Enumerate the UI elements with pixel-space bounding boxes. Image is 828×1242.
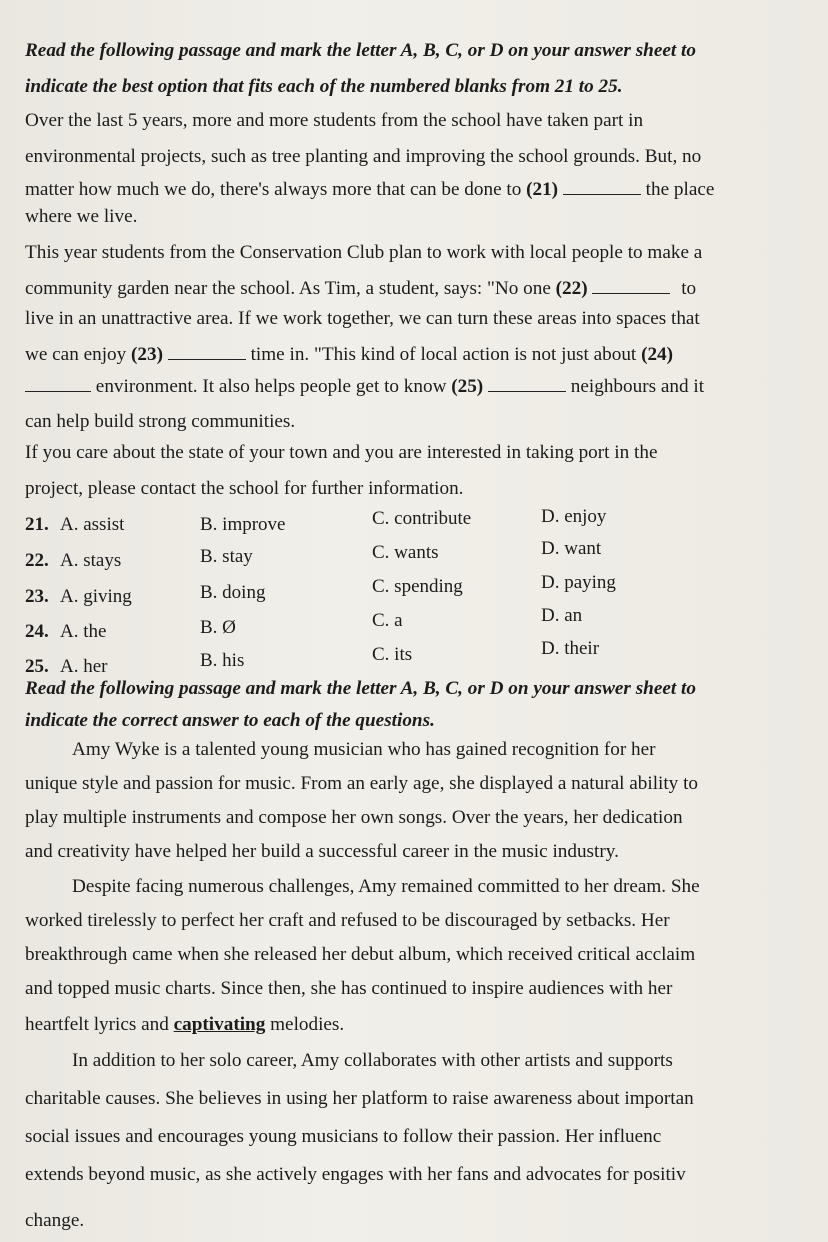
blank-25	[488, 373, 566, 392]
reading-line: In addition to her solo career, Amy collaborates with other artists and supports	[72, 1050, 673, 1071]
reading-line: charitable causes. She believes in using her platform to raise awareness about importan	[25, 1088, 694, 1109]
option-25-a: A. her	[60, 656, 108, 677]
option-24-c: C. a	[372, 610, 403, 631]
option-22-b: B. stay	[200, 546, 253, 567]
option-22-a: A. stays	[60, 550, 122, 571]
option-23-d: D. paying	[541, 572, 616, 593]
part1-instruction-line1: Read the following passage and mark the letter A, B, C, or D on your answer sheet to	[25, 40, 696, 61]
blank-23	[168, 341, 246, 360]
option-21-c: C. contribute	[372, 508, 472, 529]
exam-page: Read the following passage and mark the letter A, B, C, or D on your answer sheet to indicate the best option that fits each of the numbered blanks from 21 to 25. Over the last 5 years, more and more students from the school have taken part in environmental projects, such as tree planting and improving the school grounds. But, no matter how much we do, there's always more that can be done to (21) the place where we live. This year students from the Conservation Club plan to work with local people to make a community garden near the school. As Tim, a student, says: "No one (22) to live in an unattractive area. If we work together, we can turn these areas into spaces that we can enjoy (23) time in. "This kind of local action is not just about (24) environment. It also helps people get to know (25) neighbours and it can help build strong communities. If you care about the state of your town and you are interested in taking port in the project, please contact the school for further information. 21. A. assist B. improve C. contribute D. enjoy 22. A. stays B. stay C. wants D. want 23. A. giving B. doing C. spending D. paying 24. A. the B. Ø C. a D. an 25. A. her B. his C. its D. their Read the following passage and mark the letter A, B, C, or D on your answer sheet to indicate the correct answer to each of the questions. Amy Wyke is a talented young musician who has gained recognition for her unique style and passion for music. From an early age, she displayed a natural ability to play multiple instruments and compose her own songs. Over the years, her dedication and creativity have helped her build a successful career in the music industry. Despite facing numerous challenges, Amy remained committed to her dream. She worked tirelessly to perfect her craft and refused to be discouraged by setbacks. Her breakthrough came when she released her debut album, which received critical acclaim and topped music charts. Since then, she has continued to inspire audiences with her heartfelt lyrics and captivating melodies. In addition to her solo career, Amy collaborates with other artists and supports charitable causes. She believes in using her platform to raise awareness about importan social issues and encourages young musicians to follow their passion. Her influenc extends beyond music, as she actively engages with her fans and advocates for positiv change.	[0, 0, 828, 1242]
part2-instruction-line2: indicate the correct answer to each of the questions.	[25, 710, 435, 731]
option-24-d: D. an	[541, 605, 583, 626]
reading-line: breakthrough came when she released her debut album, which received critical acclaim	[25, 944, 696, 965]
option-24-a: A. the	[60, 621, 107, 642]
option-24-b: B. Ø	[200, 617, 236, 638]
reading-line: play multiple instruments and compose her own songs. Over the years, her dedication	[25, 807, 683, 828]
passage-line: live in an unattractive area. If we work together, we can turn these areas into spaces that	[25, 308, 700, 329]
reading-line: worked tirelessly to perfect her craft and refused to be discouraged by setbacks. Her	[25, 910, 670, 931]
option-22-d: D. want	[541, 538, 602, 559]
reading-line: heartfelt lyrics and captivating melodies.	[25, 1014, 345, 1035]
option-21-d: D. enjoy	[541, 506, 607, 527]
option-21-b: B. improve	[200, 514, 286, 535]
blank-22	[592, 275, 670, 294]
passage-line: where we live.	[25, 206, 138, 227]
option-25-d: D. their	[541, 638, 600, 659]
passage-line: matter how much we do, there's always more that can be done to (21) the place	[25, 176, 818, 203]
passage-line: can help build strong communities.	[25, 411, 296, 432]
reading-line: Amy Wyke is a talented young musician who has gained recognition for her	[72, 739, 656, 760]
option-25-b: B. his	[200, 650, 245, 671]
passage-line: environmental projects, such as tree planting and improving the school grounds. But, no	[25, 146, 702, 167]
option-25-c: C. its	[372, 644, 413, 665]
reading-line: social issues and encourages young musicians to follow their passion. Her influenc	[25, 1126, 662, 1147]
passage-line: we can enjoy (23) time in. "This kind of local action is not just about (24)	[25, 341, 818, 368]
passage-line: environment. It also helps people get to know (25) neighbours and it	[25, 373, 818, 400]
blank-number-22: (22)	[555, 278, 588, 299]
part2-instruction-line1: Read the following passage and mark the letter A, B, C, or D on your answer sheet to	[25, 678, 696, 699]
option-21-a: A. assist	[60, 514, 125, 535]
option-23-a: A. giving	[60, 586, 132, 607]
passage-line: project, please contact the school for further information.	[25, 478, 464, 499]
reading-line: Despite facing numerous challenges, Amy remained committed to her dream. She	[72, 876, 700, 897]
option-23-b: B. doing	[200, 582, 266, 603]
option-22-c: C. wants	[372, 542, 439, 563]
blank-number-23: (23)	[131, 344, 163, 365]
reading-line: and creativity have helped her build a successful career in the music industry.	[25, 841, 619, 862]
blank-21	[563, 176, 641, 195]
reading-line: and topped music charts. Since then, she has continued to inspire audiences with her	[25, 978, 673, 999]
passage-line: community garden near the school. As Tim, a student, says: "No one (22) to	[25, 275, 818, 302]
reading-line: extends beyond music, as she actively engages with her fans and advocates for positiv	[25, 1164, 686, 1185]
option-23-c: C. spending	[372, 576, 463, 597]
part1-instruction-line2: indicate the best option that fits each of the numbered blanks from 21 to 25.	[25, 76, 623, 97]
passage-line: This year students from the Conservation Club plan to work with local people to make a	[25, 242, 703, 263]
blank-number-25: (25)	[451, 376, 484, 397]
reading-line: unique style and passion for music. From an early age, she displayed a natural ability to	[25, 773, 698, 794]
reading-line: change.	[25, 1210, 85, 1231]
blank-number-21: (21)	[526, 179, 559, 200]
passage-line: Over the last 5 years, more and more students from the school have taken part in	[25, 110, 644, 131]
blank-24	[25, 373, 91, 392]
passage-line: If you care about the state of your town and you are interested in taking port in the	[25, 442, 658, 463]
blank-number-24: (24)	[641, 344, 674, 365]
underlined-word-captivating: captivating	[173, 1014, 266, 1035]
